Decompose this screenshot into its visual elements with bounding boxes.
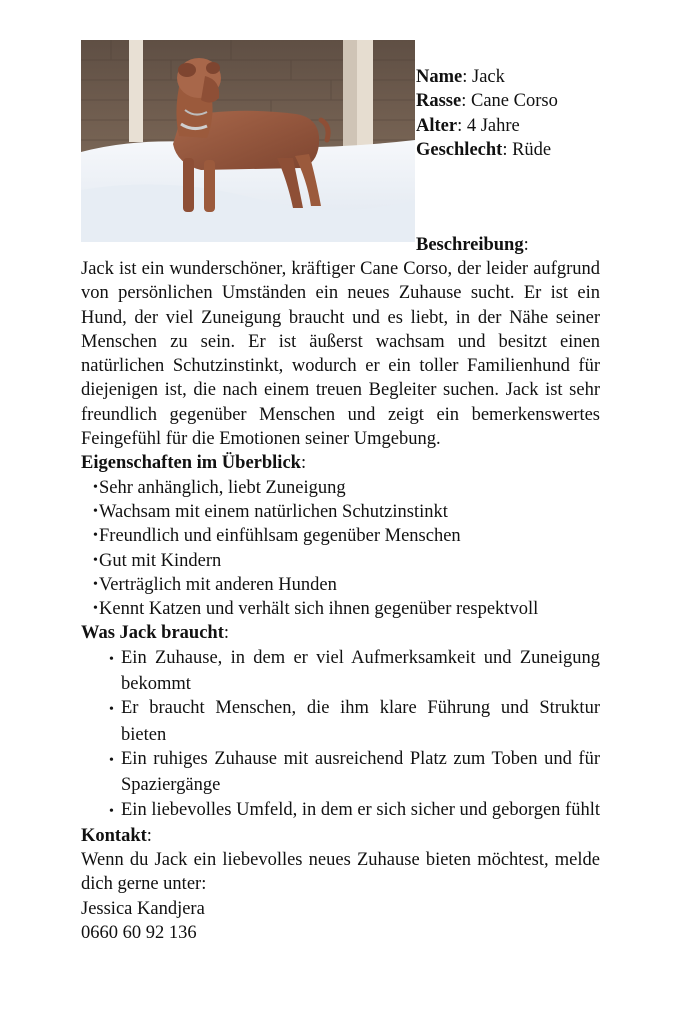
name-row bbox=[416, 65, 558, 89]
list-item-text: Ein ruhiges Zuhause mit ausreichend Platz zum Toben und für Spaziergänge bbox=[121, 748, 600, 796]
sex-label: Geschlecht bbox=[416, 139, 503, 160]
traits-heading: Eigenschaften im Überblick bbox=[81, 453, 301, 474]
contact-heading-row bbox=[81, 824, 600, 848]
name-label: Name bbox=[416, 67, 463, 87]
list-item-text: Ein liebevolles Umfeld, in dem er sich sicher und geborgen fühlt bbox=[121, 799, 600, 820]
needs-heading: Was Jack braucht bbox=[81, 623, 224, 644]
needs-heading-row bbox=[81, 621, 600, 645]
contact-text: Wenn du Jack ein liebevolles neues Zuhause bieten möchtest, melde dich gerne unter: bbox=[81, 850, 600, 895]
needs-colon: : bbox=[223, 623, 230, 644]
dog-profile bbox=[416, 65, 558, 162]
bullet-icon: • bbox=[109, 651, 114, 667]
age-row bbox=[416, 114, 558, 138]
contact-name: Jessica Kandjera bbox=[81, 898, 205, 919]
breed-label: Rasse bbox=[416, 91, 462, 112]
breed-value: : Cane Corso bbox=[461, 91, 558, 112]
list-item: • Verträglich mit anderen Hunden bbox=[81, 573, 600, 597]
list-item bbox=[81, 696, 600, 747]
contact-heading: Kontakt bbox=[81, 825, 147, 846]
list-item: • Kennt Katzen und verhält sich ihnen gegenüber respektvoll bbox=[81, 597, 600, 621]
dog-photo bbox=[81, 40, 415, 242]
description-heading: Beschreibung bbox=[416, 235, 524, 255]
description-heading-row bbox=[416, 233, 529, 257]
cane-corso-in-snow-image bbox=[81, 40, 415, 242]
age-label: Alter bbox=[416, 115, 458, 136]
sex-row bbox=[416, 138, 558, 162]
bullet-icon: • bbox=[109, 702, 114, 718]
contact-phone: 0660 60 92 136 bbox=[81, 923, 197, 944]
traits-heading-row bbox=[81, 451, 600, 475]
age-value: : 4 Jahre bbox=[457, 115, 520, 136]
list-item: • Sehr anhänglich, liebt Zuneigung bbox=[81, 476, 600, 500]
list-item: • Freundlich und einfühlsam gegenüber Menschen bbox=[81, 524, 600, 548]
list-item-text: Ein Zuhause, in dem er viel Aufmerksamkeit und Zuneigung bekommt bbox=[121, 647, 600, 695]
description-text: Jack ist ein wunderschöner, kräftiger Cane Corso, der leider aufgrund von persönlichen Umständen ein neues Zuhause sucht. Er ist ein Hund, der viel Zuneigung braucht und es liebt, in der Nähe seiner Menschen zu sein. Er ist äußerst wachsam und besitzt einen natürlichen Schutzinstinkt, wodurch er ein toller Familienhund für diejenigen ist, die nach einem treuen Begleiter suchen. Jack ist sehr freundlich gegenüber Menschen und zeigt ein bemerkenswertes Feingefühl für die Emotionen seiner Umgebung. bbox=[81, 259, 600, 450]
needs-list bbox=[81, 646, 600, 824]
list-item-text: Er braucht Menschen, die ihm klare Führung und Struktur bieten bbox=[121, 698, 600, 745]
list-item: • Wachsam mit einem natürlichen Schutzinstinkt bbox=[81, 500, 600, 524]
sex-value: : Rüde bbox=[502, 139, 552, 160]
description-colon: : bbox=[523, 235, 529, 255]
traits-list bbox=[81, 476, 600, 622]
list-item bbox=[81, 798, 600, 824]
name-value: : Jack bbox=[462, 67, 505, 87]
traits-colon: : bbox=[300, 453, 307, 474]
contact-colon: : bbox=[146, 825, 152, 846]
main-content bbox=[81, 257, 600, 945]
breed-row bbox=[416, 89, 558, 113]
bullet-icon: • bbox=[109, 803, 114, 819]
list-item bbox=[81, 646, 600, 697]
list-item: • Gut mit Kindern bbox=[81, 549, 600, 573]
bullet-icon: • bbox=[109, 752, 114, 768]
list-item bbox=[81, 747, 600, 798]
